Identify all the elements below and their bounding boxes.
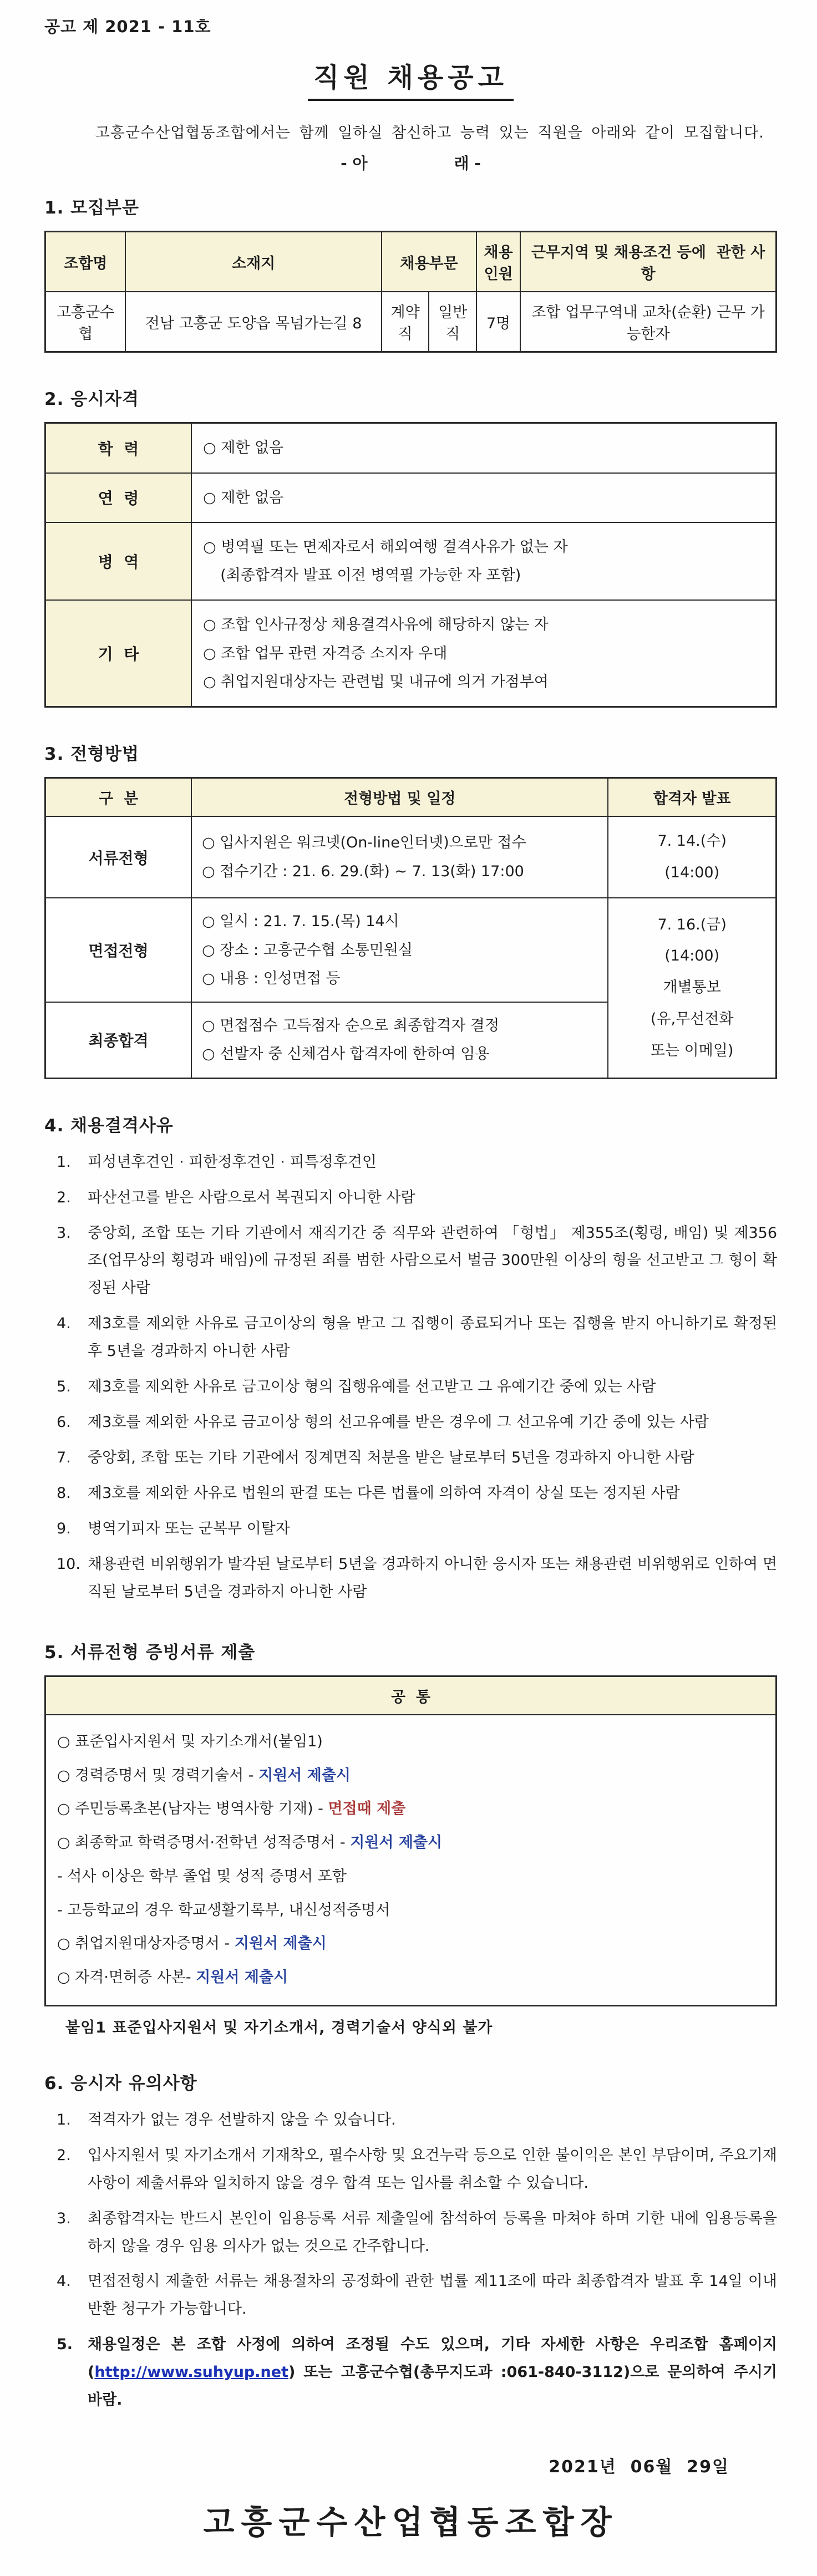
item-text: 피성년후견인 · 피한정후견인 · 피특정후견인 bbox=[88, 1153, 377, 1171]
item-text: 최종합격자는 반드시 본인이 임용등록 서류 제출일에 참석하여 등록을 마쳐야 하며 기한 내에 임용등록을 하지 않을 경우 임용 의사가 없는 것으로 간주합니다. bbox=[88, 2209, 782, 2255]
document-text: ○ 경력증명서 및 경력기술서 - bbox=[57, 1766, 259, 1784]
section4-heading: 4. 채용결격사유 bbox=[44, 1115, 174, 1136]
job-category: 일반직 bbox=[429, 292, 476, 352]
work-conditions: 조합 업무구역내 교차(순환) 근무 가능한자 bbox=[520, 292, 776, 352]
arae-divider-text: - 아 래 - bbox=[341, 154, 481, 173]
item-number: 8. bbox=[57, 1485, 71, 1502]
recruitment-data-row bbox=[45, 292, 777, 352]
item-number: 3. bbox=[57, 2209, 71, 2227]
notice-number: 공고 제 2021 - 11호 bbox=[44, 17, 211, 36]
qual-label: 연 령 bbox=[45, 473, 192, 522]
col-union-name: 조합명 bbox=[45, 232, 126, 292]
col-announcement: 합격자 발표 bbox=[608, 778, 776, 817]
qual-label: 학 력 bbox=[45, 423, 192, 473]
stage-detail: ○ 장소 : 고흥군수협 소통민원실 bbox=[202, 941, 413, 959]
item-text: 중앙회, 조합 또는 기타 기관에서 재직기간 중 직무와 관련하여 「형법」 제355조(횡령, 배임) 및 제356조(업무상의 횡령과 배임)에 규정된 죄를 범한 사람으로서 벌금 300만원 이상의 형을 선고받고 그 형이 확정된 사람 bbox=[88, 1224, 777, 1297]
section3-heading: 3. 전형방법 bbox=[44, 744, 139, 764]
document-item bbox=[57, 1894, 764, 1928]
qual-row-etc bbox=[45, 600, 777, 707]
document-text: ○ 표준입사지원서 및 자기소개서(붙임1) bbox=[57, 1732, 323, 1750]
col-conditions: 근무지역 및 채용조건 등에 관한 사항 bbox=[520, 232, 776, 292]
docs-common-header: 공 통 bbox=[45, 1676, 777, 1715]
list-item bbox=[57, 1184, 777, 1212]
recruitment-header-row bbox=[45, 232, 777, 292]
list-item bbox=[57, 1444, 777, 1472]
list-item bbox=[57, 1480, 777, 1507]
item-number: 5. bbox=[57, 2336, 73, 2354]
item-text: 제3호를 제외한 사유로 금고이상의 형을 받고 그 집행이 종료되거나 또는 집행을 받지 아니하기로 확정된 후 5년을 경과하지 아니한 사람 bbox=[88, 1315, 782, 1360]
announce-date-merged: 7. 16.(금) (14:00) 개별통보 (유,무선전화 또는 이메일) bbox=[608, 898, 776, 1078]
stage-label: 최종합격 bbox=[45, 1002, 192, 1078]
item-text: 채용관련 비위행위가 발각된 날로부터 5년을 경과하지 아니한 응시자 또는 채용관련 비위행위로 인하여 면직된 날로부터 5년을 경과하지 아니한 사람 bbox=[88, 1555, 777, 1601]
document-item bbox=[57, 1792, 764, 1826]
page-title: 직원 채용공고 bbox=[308, 56, 514, 101]
submit-timing-note: 지원서 제출시 bbox=[234, 1935, 327, 1953]
document-item bbox=[57, 1961, 764, 1995]
item-text-prefix: 채용일정은 본 조합 사정에 의하여 조정될 수도 있으며, 기타 자세한 사항은 우리조합 홈페이지 ( bbox=[88, 2336, 783, 2381]
item-text: 병역기피자 또는 군복무 이탈자 bbox=[88, 1520, 290, 1537]
qual-text: ○ 취업지원대상자는 관련법 및 내규에 의거 가점부여 bbox=[203, 673, 549, 690]
item-number: 10. bbox=[57, 1555, 80, 1573]
stage-detail: ○ 선발자 중 신체검사 합격자에 한하여 임용 bbox=[202, 1045, 490, 1063]
item-text: 입사지원서 및 자기소개서 기재착오, 필수사항 및 요건누락 등으로 인한 불이익은 본인 부담이며, 주요기재사항이 제출서류와 일치하지 않을 경우 합격 또는 입사를 취소할 수 있습니다. bbox=[88, 2146, 777, 2192]
list-item bbox=[57, 1515, 777, 1543]
qual-row-age bbox=[45, 473, 777, 522]
item-text-suffix: ) 또는 고흥군수협(총무지도과 :061-840-3112)으로 문의하여 주시기 바람. bbox=[88, 2364, 783, 2409]
recruitment-table bbox=[44, 231, 777, 353]
list-item bbox=[57, 1310, 782, 1365]
list-item bbox=[57, 2268, 782, 2323]
section6-heading: 6. 응시자 유의사항 bbox=[44, 2073, 197, 2094]
item-number: 7. bbox=[57, 1449, 71, 1467]
method-row-document bbox=[45, 816, 777, 898]
required-documents-table bbox=[44, 1675, 777, 2006]
list-item bbox=[57, 1220, 777, 1303]
submit-timing-note: 면접때 제출 bbox=[328, 1800, 406, 1818]
qual-text: ○ 병역필 또는 면제자로서 해외여행 결격사유가 없는 자 bbox=[203, 538, 568, 556]
disqualification-list bbox=[57, 1149, 782, 1606]
document-item bbox=[57, 1759, 764, 1793]
list-item bbox=[57, 1373, 777, 1401]
item-number: 3. bbox=[57, 1224, 71, 1242]
section5-heading: 5. 서류전형 증빙서류 제출 bbox=[44, 1642, 256, 1663]
intro-paragraph: 고흥군수산업협동조합에서는 함께 일하실 참신하고 능력 있는 직원을 아래와 같이 모집합니다. bbox=[95, 124, 764, 141]
item-text: 제3호를 제외한 사유로 금고이상 형의 집행유예를 선고받고 그 유예기간 중에 있는 사람 bbox=[88, 1378, 656, 1396]
stage-detail: ○ 접수기간 : 21. 6. 29.(화) ~ 7. 13(화) 17:00 bbox=[202, 862, 524, 880]
item-number: 1. bbox=[57, 2111, 71, 2128]
list-item bbox=[57, 1409, 777, 1436]
item-text bbox=[88, 2331, 783, 2414]
list-item-with-link bbox=[57, 2331, 783, 2414]
union-name: 고흥군수협 bbox=[45, 292, 126, 352]
stage-detail: ○ 면접점수 고득점자 순으로 최종합격자 결정 bbox=[202, 1017, 500, 1035]
qual-label: 기 타 bbox=[45, 600, 192, 707]
qualification-table bbox=[44, 422, 777, 708]
submit-timing-note: 지원서 제출시 bbox=[350, 1834, 443, 1851]
list-item bbox=[57, 2106, 777, 2134]
stage-detail: ○ 일시 : 21. 7. 15.(목) 14시 bbox=[202, 913, 399, 931]
document-item bbox=[57, 1860, 764, 1894]
qual-text: ○ 조합 업무 관련 자격증 소지자 우대 bbox=[203, 644, 448, 662]
title-container bbox=[44, 56, 777, 101]
col-headcount: 채용 인원 bbox=[476, 232, 520, 292]
qual-text: ○ 제한 없음 bbox=[203, 439, 284, 457]
stage-detail: ○ 입사지원은 워크넷(On-line인터넷)으로만 접수 bbox=[202, 834, 526, 852]
document-text: ○ 취업지원대상자증명서 - bbox=[57, 1935, 235, 1953]
qual-label: 병 역 bbox=[45, 522, 192, 601]
headcount: 7명 bbox=[476, 292, 520, 352]
document-text: - 석사 이상은 학부 졸업 및 성적 증명서 포함 bbox=[57, 1867, 347, 1885]
list-item bbox=[57, 2142, 777, 2197]
item-text: 제3호를 제외한 사유로 법원의 판결 또는 다른 법률에 의하여 자격이 상실 또는 정지된 사람 bbox=[88, 1485, 680, 1502]
docs-header-row bbox=[45, 1676, 777, 1715]
list-item bbox=[57, 1551, 777, 1606]
item-text: 적격자가 없는 경우 선발하지 않을 수 있습니다. bbox=[88, 2111, 396, 2128]
qual-row-military bbox=[45, 522, 777, 601]
section2-heading: 2. 응시자격 bbox=[44, 389, 139, 410]
method-row-interview bbox=[45, 898, 777, 1002]
section1-heading: 1. 모집부문 bbox=[44, 198, 139, 219]
item-text: 면접전형시 제출한 서류는 채용절차의 공정화에 관한 법률 제11조에 따라 최종합격자 발표 후 14일 이내 반환 청구가 가능합니다. bbox=[88, 2273, 782, 2318]
col-location: 소재지 bbox=[125, 232, 381, 292]
item-number: 4. bbox=[57, 1315, 71, 1333]
issue-date: 2021년 06월 29일 bbox=[549, 2457, 729, 2477]
col-category: 구 분 bbox=[45, 778, 192, 817]
submit-timing-note: 지원서 제출시 bbox=[196, 1969, 288, 1986]
document-item bbox=[57, 1826, 764, 1860]
list-item bbox=[57, 2205, 782, 2260]
item-number: 4. bbox=[57, 2273, 71, 2290]
item-text: 중앙회, 조합 또는 기타 기관에서 징계면직 처분을 받은 날로부터 5년을 경과하지 아니한 사람 bbox=[88, 1449, 694, 1467]
document-text: ○ 주민등록초본(남자는 병역사항 기재) - bbox=[57, 1800, 328, 1818]
announce-date: 7. 14.(수) (14:00) bbox=[608, 816, 776, 898]
method-header-row bbox=[45, 778, 777, 817]
location: 전남 고흥군 도양읍 목넘가는길 8 bbox=[125, 292, 381, 352]
document-item bbox=[57, 1927, 764, 1961]
item-number: 9. bbox=[57, 1520, 71, 1537]
document-item bbox=[57, 1725, 764, 1759]
selection-process-table bbox=[44, 777, 777, 1079]
item-text: 파산선고를 받은 사람으로서 복권되지 아니한 사람 bbox=[88, 1188, 415, 1206]
stage-label: 면접전형 bbox=[45, 898, 192, 1002]
submit-timing-note: 지원서 제출시 bbox=[258, 1766, 351, 1784]
col-method-schedule: 전형방법 및 일정 bbox=[191, 778, 608, 817]
qual-text: ○ 조합 인사규정상 채용결격사유에 해당하지 않는 자 bbox=[203, 616, 549, 634]
stage-label: 서류전형 bbox=[45, 816, 192, 898]
stage-detail: ○ 내용 : 인성면접 등 bbox=[202, 969, 341, 987]
applicant-notes-list bbox=[57, 2106, 783, 2414]
issuer-signature: 고흥군수산업협동조합장 bbox=[203, 2503, 618, 2542]
item-number: 5. bbox=[57, 1378, 71, 1396]
item-number: 1. bbox=[57, 1153, 71, 1171]
item-number: 2. bbox=[57, 1188, 71, 1206]
item-text: 제3호를 제외한 사유로 금고이상 형의 선고유예를 받은 경우에 그 선고유예 기간 중에 있는 사람 bbox=[88, 1414, 709, 1431]
attachment-footnote: 붙임1 표준입사지원서 및 자기소개서, 경력기술서 양식외 불가 bbox=[65, 2019, 493, 2036]
document-text: - 고등학교의 경우 학교생활기록부, 내신성적증명서 bbox=[57, 1901, 390, 1919]
item-number: 6. bbox=[57, 1414, 71, 1431]
list-item bbox=[57, 1149, 777, 1176]
homepage-link[interactable]: http://www.suhyup.net bbox=[94, 2364, 288, 2381]
document-text: ○ 자격·면허증 사본- bbox=[57, 1969, 196, 1986]
qual-text: ○ 제한 없음 bbox=[203, 489, 284, 506]
employment-type: 계약직 bbox=[382, 292, 429, 352]
document-text: ○ 최종학교 학력증명서·전학년 성적증명서 - bbox=[57, 1834, 351, 1851]
qual-row-education bbox=[45, 423, 777, 473]
docs-body-row bbox=[45, 1715, 777, 2006]
col-recruit-field: 채용부문 bbox=[382, 232, 476, 292]
qual-text: (최종합격자 발표 이전 병역필 가능한 자 포함) bbox=[220, 567, 521, 584]
item-number: 2. bbox=[57, 2146, 71, 2164]
